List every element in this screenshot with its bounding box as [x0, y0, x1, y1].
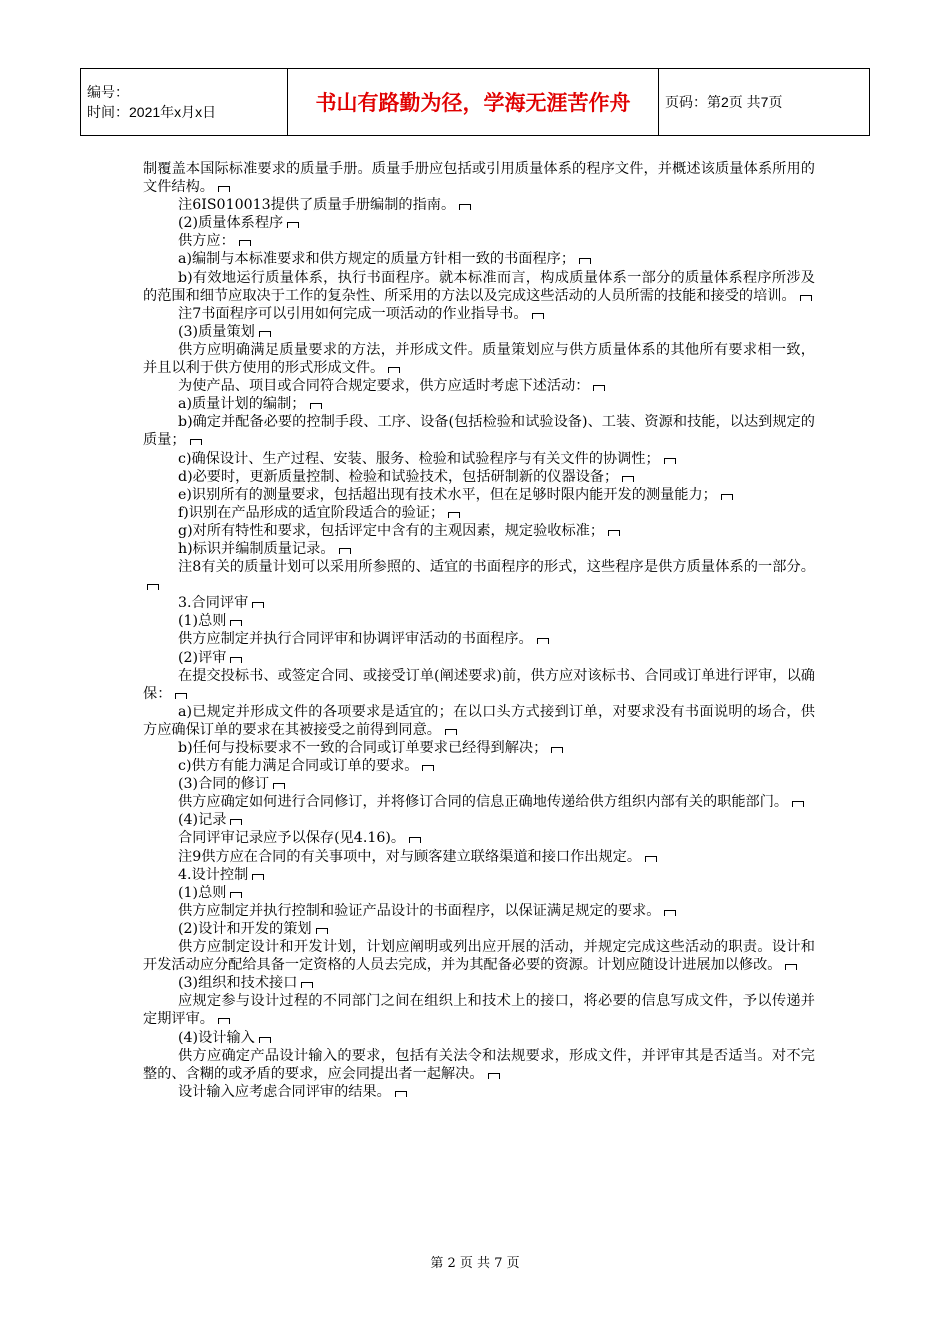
return-mark-icon: [287, 222, 299, 228]
paragraph: [143, 269, 815, 305]
paragraph: [143, 1029, 815, 1047]
paragraph-text: f)识别在产品形成的适宜阶段适合的验证；: [178, 504, 445, 521]
paragraph: [143, 395, 815, 413]
paragraph-text: b)确定并配备必要的控制手段、工序、设备(包括检验和试验设备)、工装、资源和技能，以达到规定的质量；: [143, 414, 815, 449]
paragraph-text: b)有效地运行质量体系，执行书面程序。就本标准而言，构成质量体系一部分的质量体系程序所涉及的范围和细节应取决于工作的复杂性、所采用的方法以及完成这些活动的人员所需的技能和接受的培训。: [143, 269, 815, 304]
return-mark-icon: [537, 638, 549, 644]
return-mark-icon: [388, 367, 400, 373]
paragraph-text: g)对所有特性和要求，包括评定中含有的主观因素，规定验收标准；: [178, 522, 605, 539]
return-mark-icon: [422, 765, 434, 771]
paragraph-text: 供方应制定并执行控制和验证产品设计的书面程序，以保证满足规定的要求。: [178, 902, 661, 919]
paragraph: [143, 974, 815, 992]
return-mark-icon: [608, 530, 620, 536]
paragraph-text: 合同评审记录应予以保存(见4.16)。: [178, 830, 406, 847]
return-mark-icon: [409, 837, 421, 843]
paragraph-text: (2)设计和开发的策划: [178, 920, 312, 937]
paragraph: [143, 902, 815, 920]
header-table: [80, 68, 870, 136]
return-mark-icon: [488, 1073, 500, 1079]
paragraph: [143, 341, 815, 377]
return-mark-icon: [664, 458, 676, 464]
return-mark-icon: [448, 512, 460, 518]
paragraph: [143, 504, 815, 522]
paragraph-text: 为使产品、项目或合同符合规定要求，供方应适时考虑下述活动：: [178, 378, 590, 395]
paragraph: [143, 486, 815, 504]
paragraph: [143, 793, 815, 811]
paragraph-text: (3)合同的修订: [178, 776, 270, 793]
paragraph-text: 供方应明确满足质量要求的方法，并形成文件。质量策划应与供方质量体系的其他所有要求相一致，并且以利于供方使用的形式形成文件。: [143, 341, 815, 377]
return-mark-icon: [259, 1037, 271, 1043]
return-mark-icon: [316, 928, 328, 934]
paragraph: [143, 160, 815, 196]
paragraph-text: (2)质量体系程序: [178, 215, 284, 232]
paragraph-text: 供方应确定如何进行合同修订，并将修订合同的信息正确地传递给供方组织内部有关的职能部门。: [178, 794, 789, 811]
paragraph-text: 设计输入应考虑合同评审的结果。: [178, 1083, 391, 1100]
return-mark-icon: [252, 602, 264, 608]
code-label: 编号：: [87, 84, 129, 100]
return-mark-icon: [230, 657, 242, 663]
return-mark-icon: [190, 439, 202, 445]
paragraph: [143, 884, 815, 902]
paragraph: [143, 866, 815, 884]
return-mark-icon: [273, 783, 285, 789]
motto: 书山有路勤为径，学海无涯苦作舟: [288, 69, 659, 136]
paragraph-text: 3.合同评审: [178, 595, 249, 612]
paragraph-text: c)确保设计、生产过程、安装、服务、检验和试验程序与有关文件的协调性；: [178, 450, 660, 467]
return-mark-icon: [622, 476, 634, 482]
return-mark-icon: [445, 729, 457, 735]
paragraph: [143, 739, 815, 757]
paragraph: [143, 920, 815, 938]
return-mark-icon: [239, 240, 251, 246]
paragraph: [143, 196, 815, 214]
paragraph-text: 4.设计控制: [178, 866, 249, 883]
paragraph: [143, 757, 815, 775]
paragraph-text: 注8有关的质量计划可以采用所参照的、适宜的书面程序的形式，这些程序是供方质量体系的一部分。: [178, 559, 815, 576]
paragraph: [143, 305, 815, 323]
time-label: 时间：2021年x月x日: [87, 104, 217, 120]
paragraph-text: 供方应制定设计和开发计划，计划应阐明或列出应开展的活动，并规定完成这些活动的职责。设计和开发活动应分配给具备一定资格的人员去完成，并为其配备必要的资源。计划应随设计进展加以修改。: [143, 939, 815, 974]
paragraph-text: (1)总则: [178, 613, 227, 630]
paragraph-text: 供方应制定并执行合同评审和协调评审活动的书面程序。: [178, 631, 533, 648]
paragraph: [143, 468, 815, 486]
paragraph: [143, 612, 815, 630]
return-mark-icon: [230, 620, 242, 626]
paragraph: [143, 1083, 815, 1101]
return-mark-icon: [645, 856, 657, 862]
return-mark-icon: [395, 1091, 407, 1097]
paragraph: [143, 992, 815, 1028]
header-meta-cell: [81, 69, 288, 136]
paragraph-text: (1)总则: [178, 884, 227, 901]
paragraph-text: h)标识并编制质量记录。: [178, 540, 335, 557]
paragraph-text: c)供方有能力满足合同或订单的要求。: [178, 758, 419, 775]
document-body: [143, 160, 815, 1101]
paragraph-text: 注6IS010013提供了质量手册编制的指南。: [178, 197, 456, 214]
paragraph-text: 制覆盖本国际标准要求的质量手册。质量手册应包括或引用质量体系的程序文件，并概述该质量体系所用的文件结构。: [143, 161, 815, 196]
paragraph: [143, 594, 815, 612]
return-mark-icon: [230, 819, 242, 825]
paragraph-text: d)必要时，更新质量控制、检验和试验技术，包括研制新的仪器设备；: [178, 468, 619, 485]
paragraph: [143, 214, 815, 232]
paragraph: [143, 667, 815, 703]
paragraph-text: 注7书面程序可以引用如何完成一项活动的作业指导书。: [178, 305, 528, 322]
return-mark-icon: [459, 204, 471, 210]
paragraph: [143, 848, 815, 866]
return-mark-icon: [800, 295, 812, 301]
return-mark-icon: [230, 892, 242, 898]
return-mark-icon: [259, 331, 271, 337]
paragraph: [143, 323, 815, 341]
paragraph: [143, 829, 815, 847]
paragraph: [143, 558, 815, 594]
paragraph: [143, 811, 815, 829]
paragraph: [143, 1047, 815, 1083]
return-mark-icon: [301, 982, 313, 988]
return-mark-icon: [721, 494, 733, 500]
return-mark-icon: [551, 747, 563, 753]
paragraph-text: b)任何与投标要求不一致的合同或订单要求已经得到解决；: [178, 740, 548, 756]
paragraph-text: 供方应：: [178, 233, 235, 250]
return-mark-icon: [218, 1018, 230, 1024]
paragraph-text: 在提交投标书、或签定合同、或接受订单(阐述要求)前，供方应对该标书、合同或订单进行评审，以确保：: [143, 667, 815, 702]
paragraph-text: (2)评审: [178, 649, 227, 666]
paragraph: [143, 775, 815, 793]
return-mark-icon: [175, 693, 187, 699]
page-footer: 第 2 页 共 7 页: [430, 1256, 520, 1271]
paragraph-text: (3)组织和技术接口: [178, 975, 298, 992]
paragraph-text: a)质量计划的编制；: [178, 396, 306, 413]
paragraph-text: (4)记录: [178, 812, 227, 829]
return-mark-icon: [147, 584, 159, 590]
return-mark-icon: [664, 910, 676, 916]
paragraph: [143, 649, 815, 667]
paragraph-text: 供方应确定产品设计输入的要求，包括有关法令和法规要求，形成文件，并评审其是否适当。对不完整的、含糊的或矛盾的要求，应会同提出者一起解决。: [143, 1047, 815, 1082]
return-mark-icon: [792, 801, 804, 807]
return-mark-icon: [339, 548, 351, 554]
paragraph: [143, 232, 815, 250]
paragraph: [143, 450, 815, 468]
return-mark-icon: [218, 186, 230, 192]
paragraph-text: 应规定参与设计过程的不同部门之间在组织上和技术上的接口，将必要的信息写成文件，予以传递并定期评审。: [143, 993, 815, 1028]
paragraph-text: e)识别所有的测量要求，包括超出现有技术水平，但在足够时限内能开发的测量能力；: [178, 486, 717, 503]
paragraph-text: a)编制与本标准要求和供方规定的质量方针相一致的书面程序；: [178, 251, 576, 268]
paragraph: [143, 377, 815, 395]
return-mark-icon: [593, 385, 605, 391]
return-mark-icon: [579, 258, 591, 264]
paragraph: [143, 413, 815, 449]
paragraph: [143, 703, 815, 739]
return-mark-icon: [532, 313, 544, 319]
paragraph: [143, 540, 815, 558]
paragraph: [143, 522, 815, 540]
paragraph: [143, 250, 815, 268]
page-label: 页码：第2页 共7页: [659, 69, 870, 136]
return-mark-icon: [785, 964, 797, 970]
paragraph-text: (4)设计输入: [178, 1029, 255, 1046]
paragraph: [143, 938, 815, 974]
return-mark-icon: [252, 874, 264, 880]
return-mark-icon: [310, 403, 322, 409]
paragraph-text: 注9供方应在合同的有关事项中，对与顾客建立联络渠道和接口作出规定。: [178, 848, 642, 865]
paragraph: [143, 630, 815, 648]
paragraph-text: (3)质量策划: [178, 323, 255, 340]
paragraph-text: a)已规定并形成文件的各项要求是适宜的；在以口头方式接到订单，对要求没有书面说明的场合，供方应确保订单的要求在其被接受之前得到同意。: [143, 703, 815, 738]
